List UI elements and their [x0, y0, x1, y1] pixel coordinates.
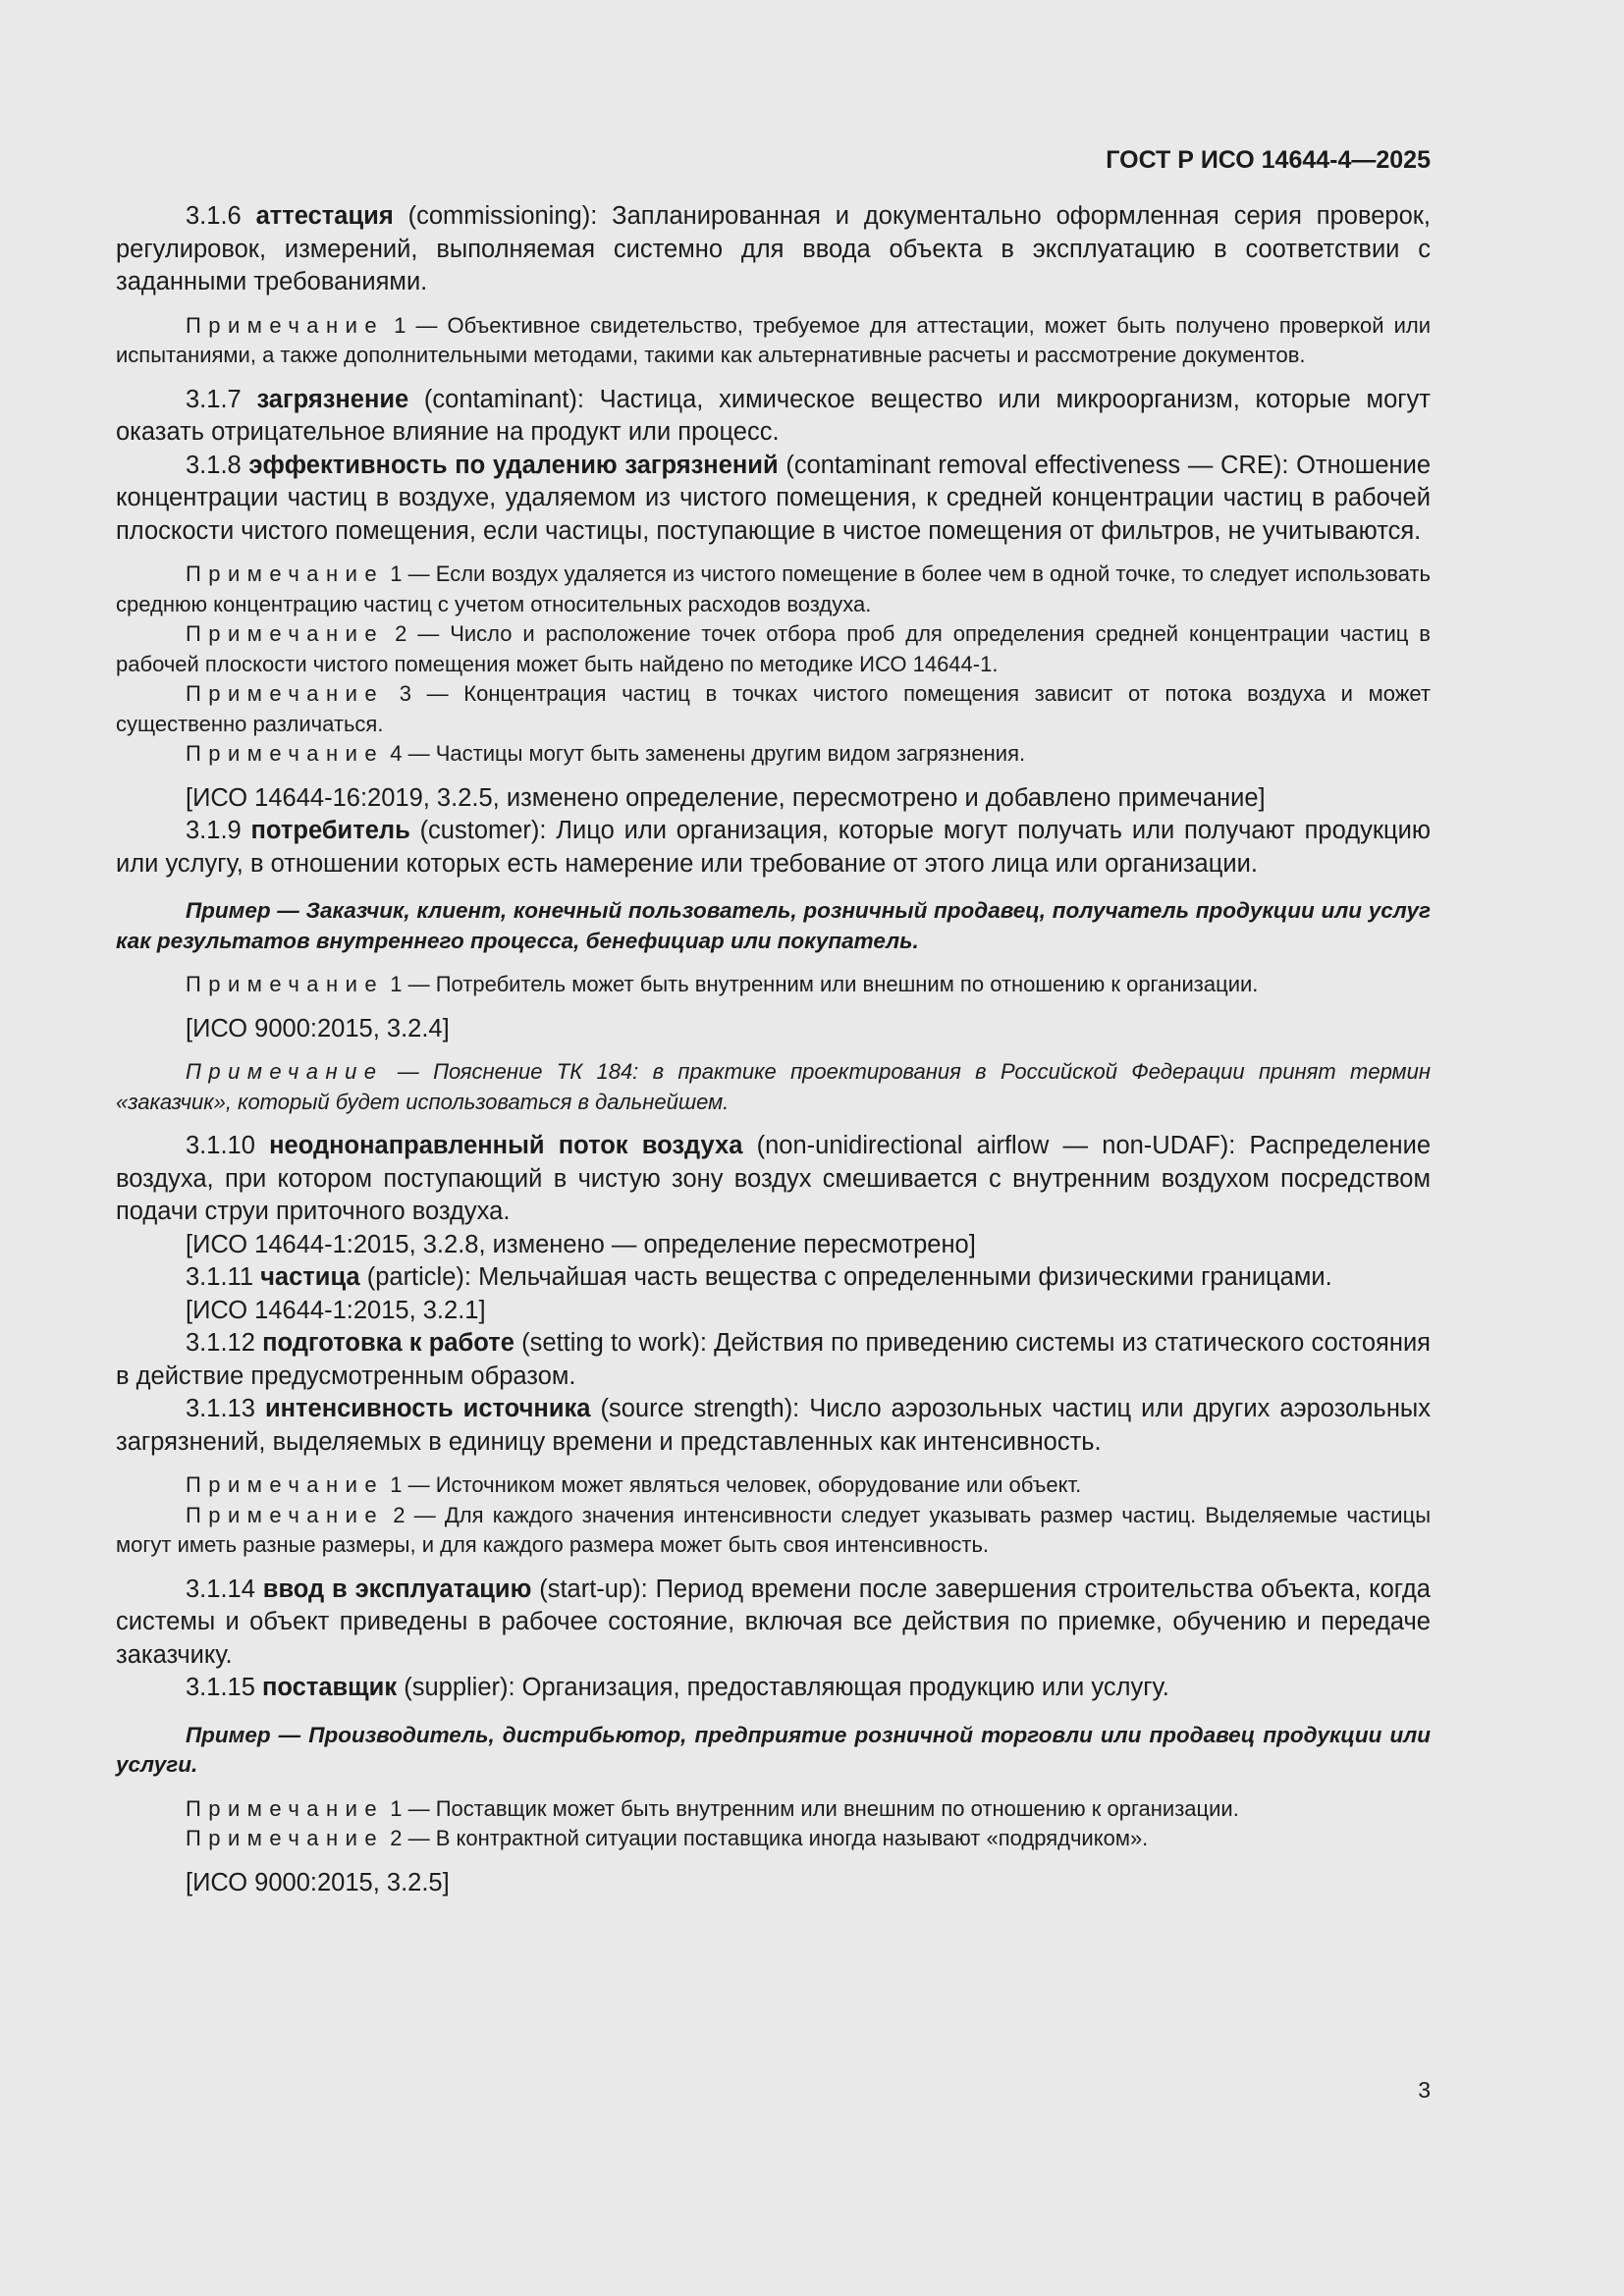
note [116, 1470, 1431, 1501]
source-reference: [ИСО 14644-16:2019, 3.2.5, изменено определение, пересмотрено и добавлено примечание] [186, 783, 1266, 812]
note-text: 2 — В контрактной ситуации поставщика иногда называют «подрядчиком». [384, 1826, 1149, 1850]
note [116, 739, 1431, 770]
standard-header: ГОСТ Р ИСО 14644-4—2025 [1106, 146, 1431, 174]
note-label: Примечание [186, 1502, 385, 1527]
note-text: 2 — Для каждого значения интенсивности следует указывать размер частиц. Выделяемые частицы могут иметь разные размеры, и для каждого размера может быть своя интенсивность. [116, 1502, 1431, 1557]
term-name: аттестация [255, 202, 394, 230]
term-definition: (start-up): Период времени после завершения строительства объекта, когда системы и объект приведены в рабочее состояние, включая все действия по приемке, обучению и передаче заказчику. [116, 1575, 1431, 1669]
note-text: 2 — Число и расположение точек отбора проб для определения средней концентрации частиц в рабочей плоскости чистого помещения может быть найдено по методике ИСО 14644-1. [116, 621, 1431, 676]
term-3-1-8 [116, 450, 1431, 549]
term-name: подготовка к работе [262, 1329, 514, 1357]
note [116, 679, 1431, 739]
term-number: 3.1.14 [186, 1575, 255, 1603]
term-number: 3.1.8 [186, 451, 242, 479]
note [116, 1824, 1431, 1854]
notes-3-1-6 [116, 311, 1431, 371]
note-text: 1 — Объективное свидетельство, требуемое для аттестации, может быть получено проверкой или испытаниями, а также дополнительными методами, такими как альтернативные расчеты и рассмотрение документов. [116, 312, 1431, 367]
page-number: 3 [1418, 2077, 1431, 2103]
term-3-1-12 [116, 1327, 1431, 1393]
source-reference: [ИСО 9000:2015, 3.2.5] [186, 1868, 450, 1896]
term-number: 3.1.12 [186, 1329, 255, 1357]
term-number: 3.1.11 [186, 1263, 254, 1291]
note-label: Примечание [186, 1826, 385, 1850]
source-reference: [ИСО 9000:2015, 3.2.4] [186, 1014, 450, 1042]
term-name: интенсивность источника [264, 1395, 591, 1422]
note-text: 1 — Если воздух удаляется из чистого помещение в более чем в одной точке, то следует использовать среднюю концентрацию частиц с учетом относительных расходов воздуха. [116, 561, 1431, 616]
example: Пример — Производитель, дистрибьютор, предприятие розничной торговли или продавец продукции или услуги. [116, 1722, 1431, 1777]
notes-3-1-8 [116, 560, 1431, 770]
term-number: 3.1.15 [186, 1674, 255, 1701]
notes-3-1-9-tk [116, 1057, 1431, 1117]
term-definition: (non-unidirectional airflow — non-UDAF): Распределение воздуха, при котором поступающий в чистую зону воздух смешивается с внутренним воздухом посредством подачи струи приточного воздуха. [116, 1132, 1431, 1225]
note-text: 1 — Источником может являться человек, оборудование или объект. [384, 1472, 1082, 1497]
term-number: 3.1.9 [186, 817, 242, 844]
term-3-1-9 [116, 815, 1431, 881]
term-3-1-10 [116, 1130, 1431, 1229]
note-label: Примечание [186, 972, 385, 996]
note-label: Примечание [186, 1472, 385, 1497]
note-label: Примечание [186, 741, 385, 766]
term-definition: (customer): Лицо или организация, которые могут получать или получают продукцию или услугу, в отношении которых есть намерение или требование от этого лица или организации. [116, 817, 1431, 878]
term-definition: (setting to work): Действия по приведению системы из статического состояния в действие предусмотренным образом. [116, 1329, 1431, 1390]
note [116, 1501, 1431, 1561]
note-label: Примечание [186, 312, 385, 338]
term-definition: (contaminant removal effectiveness — CRE): Отношение концентрации частиц в воздухе, удаляемом из чистого помещения, к средней концентрации частиц в рабочей плоскости чистого помещения, если частицы, поступающие в чистое помещения от фильтров, не учитываются. [116, 451, 1432, 545]
note [116, 970, 1431, 1000]
note [116, 311, 1431, 371]
note-text: 1 — Поставщик может быть внутренним или внешним по отношению к организации. [384, 1795, 1239, 1821]
term-number: 3.1.6 [186, 202, 242, 230]
note-label: Примечание [186, 681, 385, 706]
example: Пример — Заказчик, клиент, конечный пользователь, розничный продавец, получатель продукции или услуг как результатов внутреннего процесса, бенефициар или покупатель. [116, 898, 1431, 953]
term-number: 3.1.7 [186, 385, 242, 413]
notes-3-1-9 [116, 970, 1431, 1000]
note-text: 4 — Частицы могут быть заменены другим видом загрязнения. [384, 741, 1026, 766]
term-definition: (source strength): Число аэрозольных частиц или других аэрозольных загрязнений, выделяемых в единицу времени и представленных как интенсивность. [116, 1395, 1432, 1456]
term-3-1-6 [116, 200, 1431, 299]
term-name: эффективность по удалению загрязнений [248, 451, 779, 479]
note-label: Примечание [186, 1059, 384, 1084]
term-definition: (supplier): Организация, предоставляющая продукцию или услугу. [397, 1674, 1169, 1701]
notes-3-1-13 [116, 1470, 1431, 1561]
term-name: ввод в эксплуатацию [262, 1575, 532, 1603]
term-definition: (contaminant): Частица, химическое вещество или микроорганизм, которые могут оказать отрицательное влияние на продукт или процесс. [116, 385, 1431, 446]
term-3-1-14 [116, 1574, 1431, 1673]
national-note [116, 1057, 1431, 1117]
term-number: 3.1.10 [186, 1132, 255, 1159]
term-name: потребитель [250, 817, 410, 844]
source-reference: [ИСО 14644-1:2015, 3.2.1] [186, 1296, 486, 1324]
term-3-1-13 [116, 1393, 1431, 1459]
term-3-1-15 [116, 1672, 1431, 1705]
term-number: 3.1.13 [186, 1395, 255, 1422]
notes-3-1-15 [116, 1794, 1431, 1854]
note-label: Примечание [186, 561, 385, 586]
term-name: частица [260, 1263, 360, 1291]
term-3-1-11 [116, 1261, 1431, 1295]
term-name: поставщик [262, 1674, 398, 1701]
term-definition: (particle): Мельчайшая часть вещества с определенными физическими границами. [359, 1263, 1332, 1291]
term-name: неоднонаправленный поток воздуха [269, 1132, 743, 1159]
note-dash: — [383, 1059, 434, 1084]
term-name: загрязнение [256, 385, 409, 413]
term-definition: (commissioning): Запланированная и документально оформленная серия проверок, регулировок, измерений, выполняемая системно для ввода объекта в эксплуатацию в соответствии с заданными требованиями. [116, 202, 1431, 295]
note-label: Примечание [186, 621, 385, 646]
note [116, 560, 1431, 619]
note-text: Пояснение ТК 184: в практике проектирования в Российской Федерации принят термин «заказчик», который будет использоваться в дальнейшем. [116, 1059, 1431, 1114]
source-reference: [ИСО 14644-1:2015, 3.2.8, изменено — определение пересмотрено] [186, 1230, 976, 1258]
note [116, 1794, 1431, 1825]
note [116, 619, 1431, 679]
note-text: 1 — Потребитель может быть внутренним или внешним по отношению к организации. [384, 972, 1259, 996]
note-text: 3 — Концентрация частиц в точках чистого помещения зависит от потока воздуха и может существенно различаться. [116, 681, 1431, 736]
term-3-1-7 [116, 384, 1431, 450]
note-label: Примечание [186, 1795, 385, 1821]
